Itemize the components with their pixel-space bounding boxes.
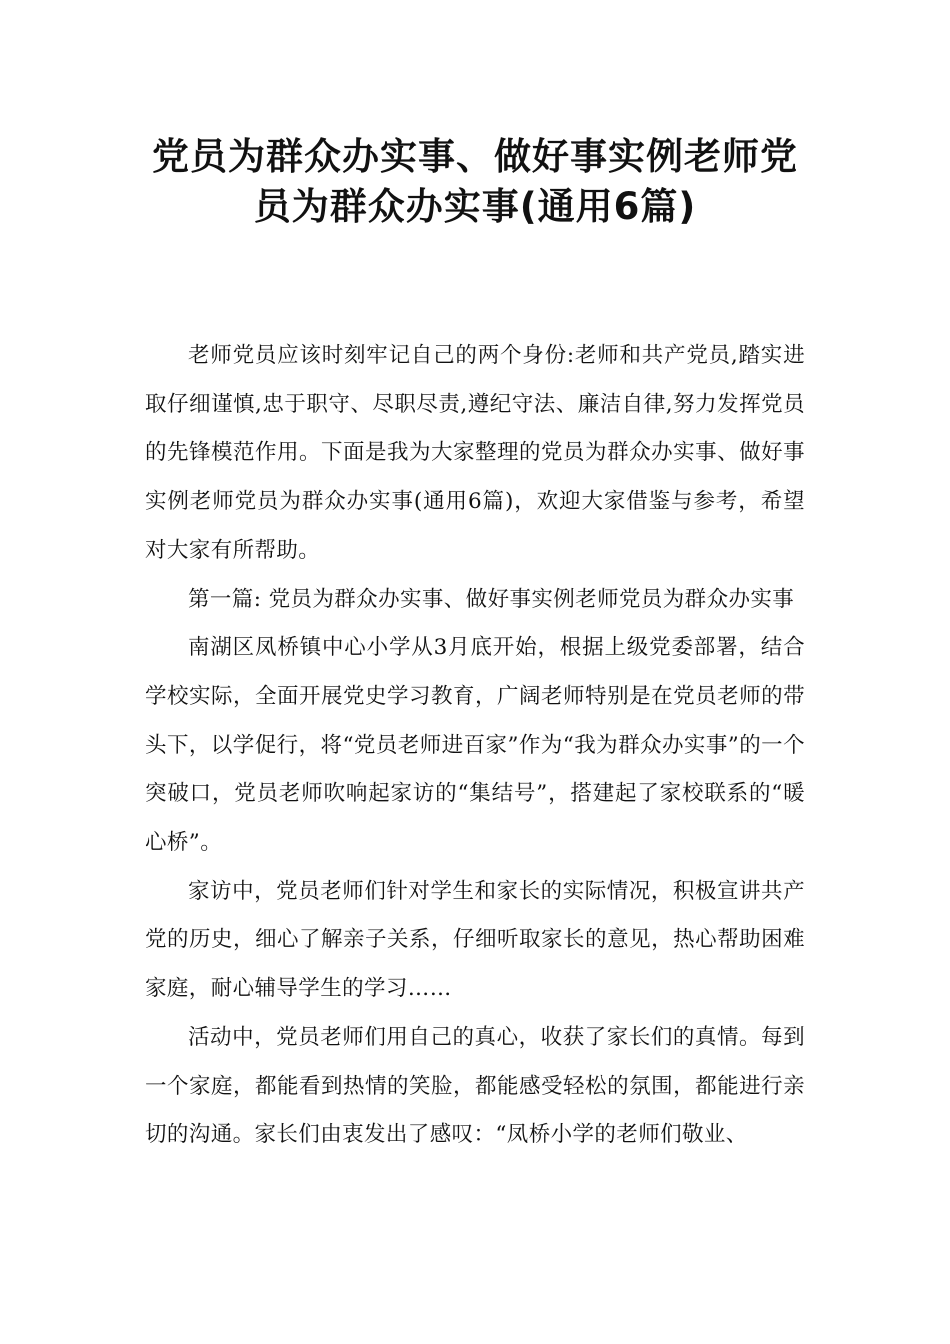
section-heading: 第一篇: 党员为群众办实事、做好事实例老师党员为群众办实事 xyxy=(188,586,795,612)
title-line-2: 员为群众办实事(通用6篇) xyxy=(253,185,697,228)
document-body xyxy=(145,332,805,1160)
body-paragraph: 活动中，党员老师们用自己的真心，收获了家长们的真情。每到一个家庭，都能看到热情的笑脸，都能感受轻松的氛围，都能进行亲切的沟通。家长们由衷发出了感叹：“凤桥小学的老师们敬业、 xyxy=(145,1024,805,1148)
body-paragraph: 家访中，党员老师们针对学生和家长的实际情况，积极宣讲共产党的历史，细心了解亲子关系，仔细听取家长的意见，热心帮助困难家庭，耐心辅导学生的学习…… xyxy=(145,878,805,1002)
intro-paragraph: 老师党员应该时刻牢记自己的两个身份:老师和共产党员,踏实进取仔细谨慎,忠于职守、尽职尽责,遵纪守法、廉洁自律,努力发挥党员的先锋模范作用。下面是我为大家整理的党员为群众办实事、做好事实例老师党员为群众办实事(通用6篇)，欢迎大家借鉴与参考，希望对大家有所帮助。 xyxy=(145,343,805,563)
title-line-1: 党员为群众办实事、做好事实例老师党 xyxy=(152,135,798,178)
body-paragraph: 南湖区凤桥镇中心小学从3月底开始，根据上级党委部署，结合学校实际，全面开展党史学习教育，广阔老师特别是在党员老师的带头下，以学促行，将“党员老师进百家”作为“我为群众办实事”的一个突破口，党员老师吹响起家访的“集结号”，搭建起了家校联系的“暖心桥”。 xyxy=(145,635,805,856)
document-title xyxy=(120,132,830,232)
